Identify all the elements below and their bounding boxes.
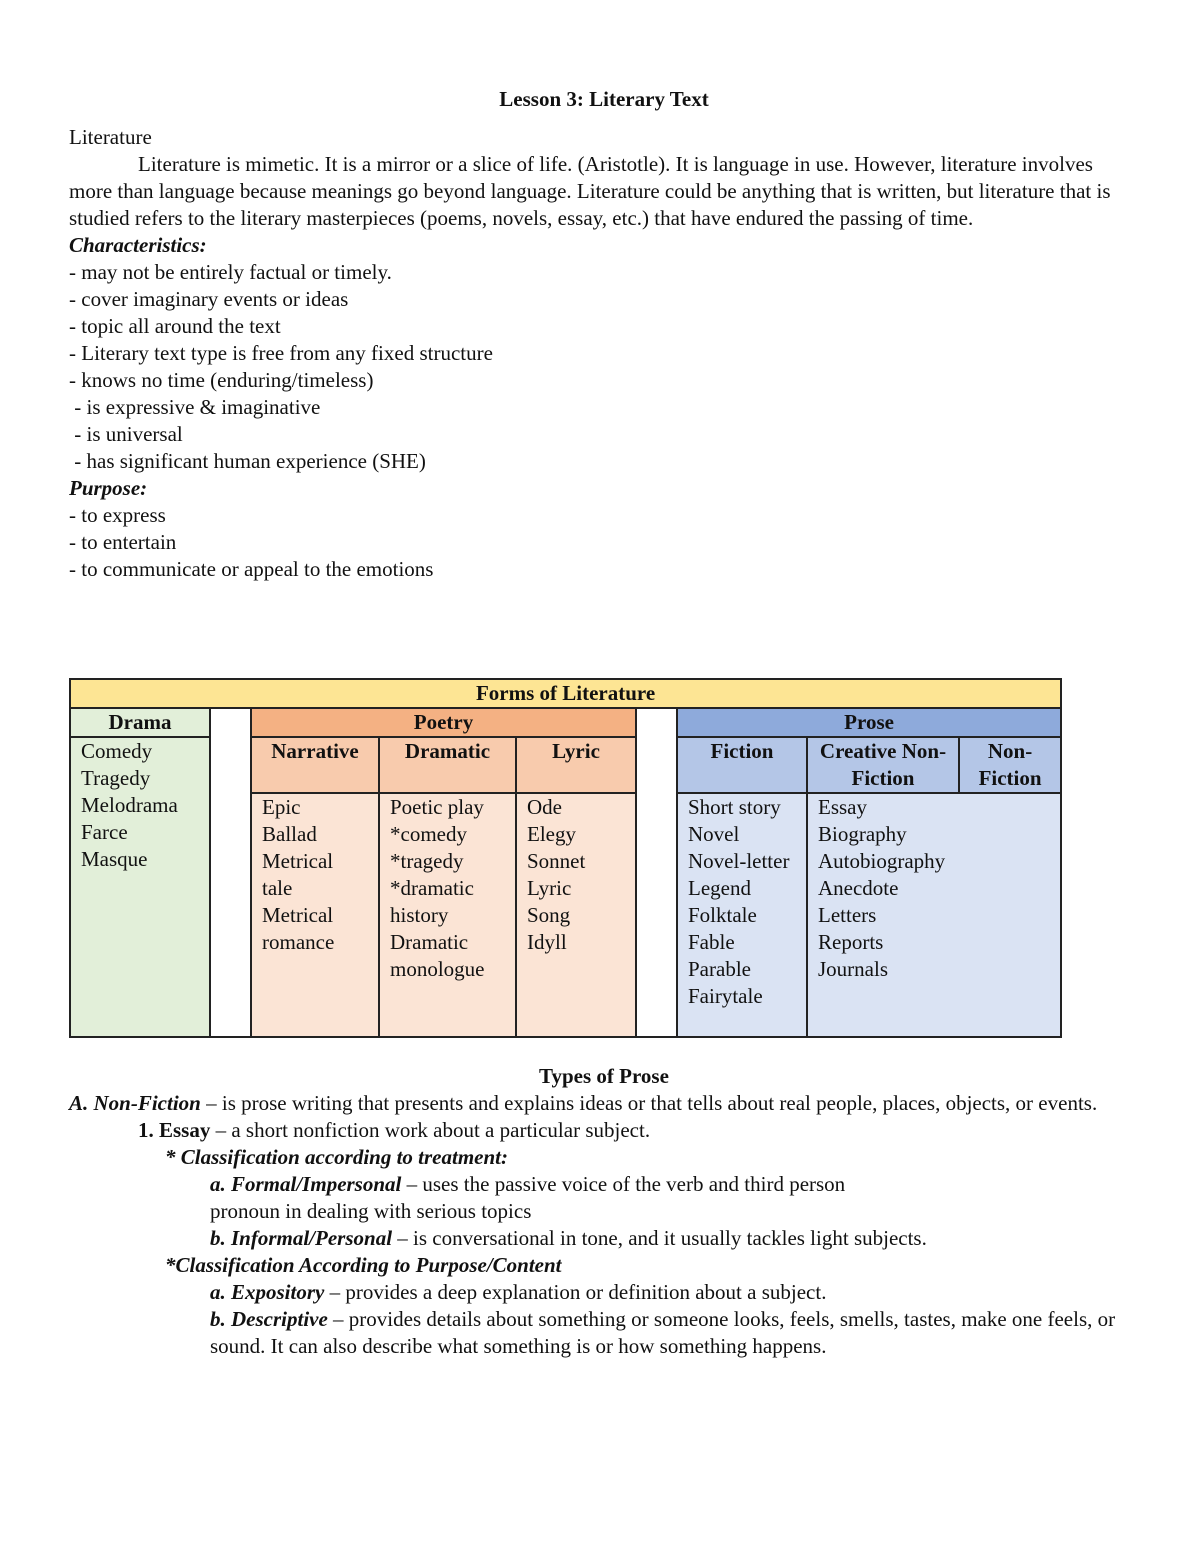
list-item: *tragedy	[390, 849, 464, 873]
purpose-heading: Purpose:	[69, 476, 148, 500]
forms-of-literature-table	[69, 678, 1062, 1038]
expository-definition	[69, 1279, 1139, 1306]
essay-definition	[69, 1117, 1139, 1144]
literature-paragraph: Literature is mimetic. It is a mirror or a slice of life. (Aristotle). It is language in use. However, literature involves more than language because meanings go beyond language. Literature could be anything that is written, but literature that is studied refers to the literary masterpieces (poems, novels, essay, etc.) that have endured the passing of time.	[69, 152, 1111, 230]
list-item: Fable	[688, 930, 735, 954]
prose-header: Prose	[677, 708, 1061, 737]
term-label: 1. Essay	[138, 1118, 211, 1142]
list-item: Short story	[688, 795, 781, 819]
list-item: Ballad	[262, 822, 317, 846]
list-item: Novel-letter	[688, 849, 790, 873]
list-item: Biography	[818, 822, 907, 846]
purpose-list	[69, 502, 1139, 583]
dramatic-header: Dramatic	[379, 737, 516, 793]
list-item: Ode	[527, 795, 562, 819]
nonfiction-definition	[69, 1090, 1139, 1117]
list-item: - is universal	[69, 422, 183, 446]
lyric-list	[516, 793, 636, 1037]
term-label: a. Expository	[210, 1280, 325, 1304]
formal-definition-cont: pronoun in dealing with serious topics	[210, 1199, 532, 1223]
document-body	[69, 84, 1139, 583]
list-item: *comedy	[390, 822, 467, 846]
informal-definition	[69, 1225, 1139, 1252]
list-item: Reports	[818, 930, 884, 954]
list-item: - topic all around the text	[69, 314, 281, 338]
term-text: – provides details about something or someone looks, feels, smells, tastes, make one feels, or sound. It can also describe what something is or how something happens.	[210, 1307, 1116, 1358]
list-item: Elegy	[527, 822, 576, 846]
list-item: Parable	[688, 957, 751, 981]
list-item: - has significant human experience (SHE)	[69, 449, 426, 473]
nonfiction-header: Non-Fiction	[959, 737, 1061, 793]
term-label: b. Informal/Personal	[210, 1226, 393, 1250]
list-item: Melodrama	[81, 793, 178, 817]
term-label: A. Non-Fiction	[69, 1091, 201, 1115]
list-item: Comedy	[81, 739, 153, 763]
characteristics-heading: Characteristics:	[69, 233, 207, 257]
narrative-header: Narrative	[251, 737, 379, 793]
list-item: Metrical romance	[262, 903, 335, 954]
drama-list	[70, 737, 210, 1037]
list-item: - is expressive & imaginative	[69, 395, 321, 419]
list-item: - to express	[69, 503, 166, 527]
term-text: – a short nonfiction work about a particular subject.	[210, 1118, 651, 1142]
fiction-header: Fiction	[677, 737, 807, 793]
term-text: – uses the passive voice of the verb and third person	[401, 1172, 846, 1196]
list-item: Journals	[818, 957, 888, 981]
list-item: Fairytale	[688, 984, 763, 1008]
lyric-header: Lyric	[516, 737, 636, 793]
list-item: - cover imaginary events or ideas	[69, 287, 349, 311]
list-item: Metrical tale	[262, 849, 334, 900]
creative-nonfiction-header: Creative Non-Fiction	[807, 737, 959, 793]
fiction-list	[677, 793, 807, 1037]
types-of-prose-section	[69, 1063, 1139, 1360]
list-item: Letters	[818, 903, 877, 927]
table-title: Forms of Literature	[70, 679, 1061, 708]
dramatic-list	[379, 793, 516, 1037]
term-label: b. Descriptive	[210, 1307, 328, 1331]
list-item: Poetic play	[390, 795, 484, 819]
drama-header: Drama	[70, 708, 210, 737]
list-item: Folktale	[688, 903, 757, 927]
list-item: - Literary text type is free from any fixed structure	[69, 341, 493, 365]
list-item: Tragedy	[81, 766, 151, 790]
list-item: Farce	[81, 820, 128, 844]
term-label: a. Formal/Impersonal	[210, 1172, 402, 1196]
list-item: Autobiography	[818, 849, 946, 873]
list-item: Epic	[262, 795, 301, 819]
narrative-list	[251, 793, 379, 1037]
purpose-content-heading: *Classification According to Purpose/Content	[165, 1253, 562, 1277]
characteristics-list	[69, 259, 1139, 475]
list-item: - to communicate or appeal to the emotions	[69, 557, 434, 581]
list-item: *dramatic history	[390, 876, 474, 927]
descriptive-definition	[69, 1306, 1139, 1360]
section-heading: Types of Prose	[539, 1064, 669, 1088]
list-item: Dramatic monologue	[390, 930, 485, 981]
list-item: Sonnet	[527, 849, 586, 873]
list-item: - may not be entirely factual or timely.	[69, 260, 392, 284]
spacer-cell	[210, 708, 251, 1037]
poetry-header: Poetry	[251, 708, 636, 737]
treatment-heading: * Classification according to treatment:	[165, 1145, 509, 1169]
list-item: - knows no time (enduring/timeless)	[69, 368, 374, 392]
list-item: Idyll	[527, 930, 567, 954]
list-item: Legend	[688, 876, 751, 900]
term-text: – is conversational in tone, and it usually tackles light subjects.	[392, 1226, 927, 1250]
list-item: Anecdote	[818, 876, 899, 900]
list-item: - to entertain	[69, 530, 177, 554]
list-item: Song	[527, 903, 571, 927]
term-text: – is prose writing that presents and explains ideas or that tells about real people, places, objects, or events.	[200, 1091, 1098, 1115]
section-heading-literature: Literature	[69, 125, 152, 149]
spacer-cell	[636, 708, 677, 1037]
list-item: Essay	[818, 795, 867, 819]
list-item: Masque	[81, 847, 148, 871]
creative-nonfiction-list	[807, 793, 1061, 1037]
page-title: Lesson 3: Literary Text	[499, 87, 709, 111]
list-item: Lyric	[527, 876, 572, 900]
formal-definition	[69, 1171, 1139, 1198]
term-text: – provides a deep explanation or definition about a subject.	[324, 1280, 827, 1304]
list-item: Novel	[688, 822, 740, 846]
